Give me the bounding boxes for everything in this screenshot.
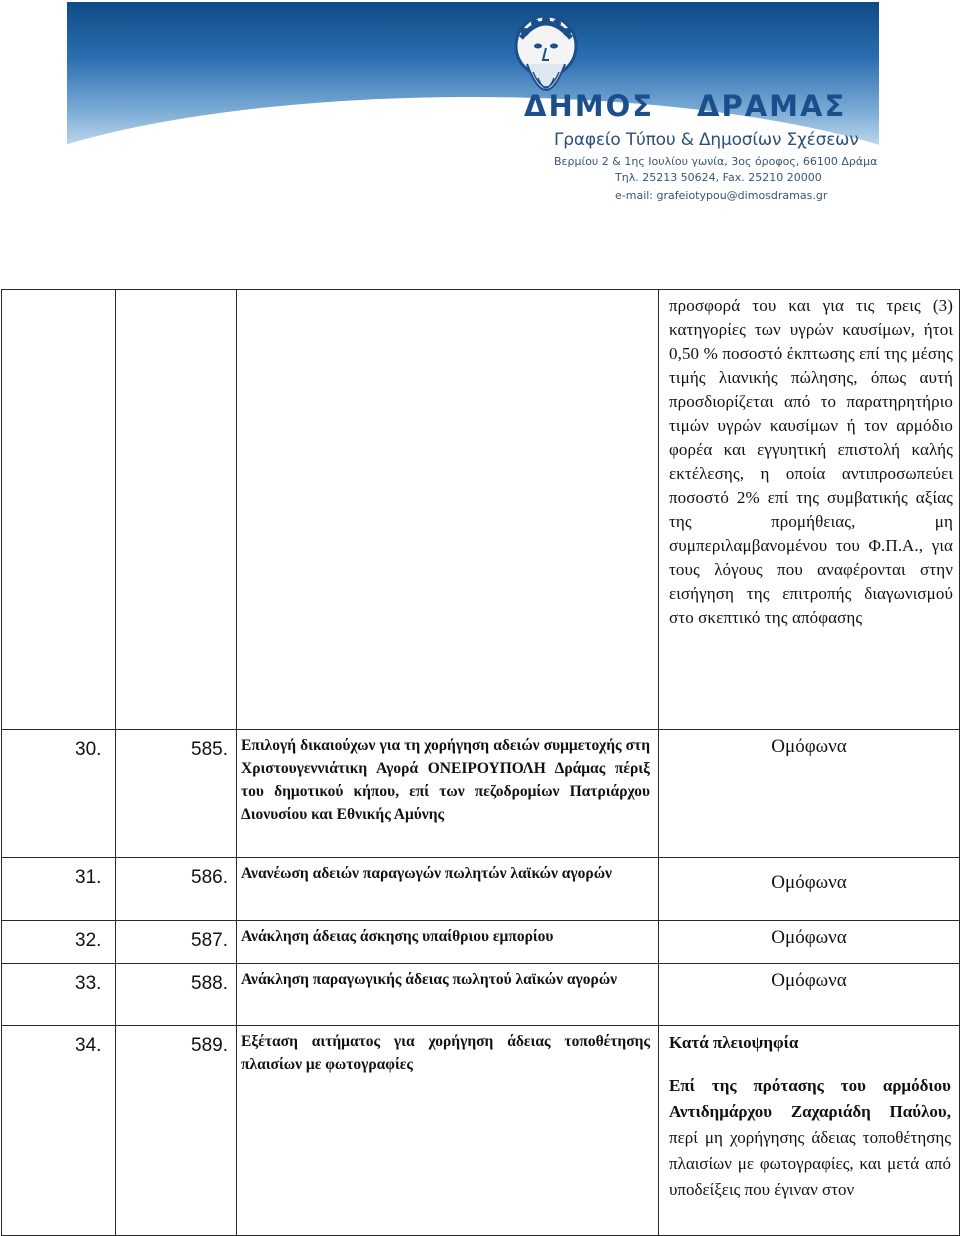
result-detail-bold: Επί της πρότασης του αρμόδιου Αντιδημάρχου Ζαχαριάδη Παύλου, xyxy=(669,1076,951,1121)
subject-cell xyxy=(237,290,659,730)
row-index: 30. xyxy=(2,730,116,858)
row-result: Ομόφωνα xyxy=(659,964,960,1026)
office-address: Βερμίου 2 & 1ης Ιουλίου γωνία, 3ος όροφος, 66100 Δράμα xyxy=(554,155,878,168)
office-email: e-mail: grafeiotypou@dimosdramas.gr xyxy=(615,189,828,202)
brand-name-left: ΔΗΜΟΣ xyxy=(524,89,655,123)
office-name: Γραφείο Τύπου & Δημοσίων Σχέσεων xyxy=(554,130,859,150)
row-subject: Ανάκληση άδειας άσκησης υπαίθριου εμπορίου xyxy=(237,921,659,964)
result-detail xyxy=(669,1073,951,1203)
brand-name-right: ΔΡΑΜΑΣ xyxy=(697,89,847,123)
row-subject: Ανανέωση αδειών παραγωγών πωλητών λαϊκών αγορών xyxy=(237,858,659,921)
table-row xyxy=(2,858,960,921)
result-detail-text: περί μη χορήγησης άδειας τοποθέτησης πλαισίων με φωτογραφίες, και μετά από υποδείξεις που έγιναν στον xyxy=(669,1128,951,1199)
decision-number: 585. xyxy=(116,730,237,858)
row-index: 32. xyxy=(2,921,116,964)
continued-result-text: προσφορά του και για τις τρεις (3) κατηγορίες των υγρών καυσίμων, ήτοι 0,50 % ποσοστό έκπτωσης επί της μέσης τιμής λιανικής πώλησης, όπως αυτή προσδιορίζεται από το παρατηρητήριο τιμών υγρών καυσίμων ή τον αρμόδιο φορέα και εγγυητική επιστολή καλής εκτέλεσης, η οποία αντιπροσωπεύει ποσοστό 2% επί της συμβατικής αξίας της προμήθειας, μη συμπεριλαμβανομένου του Φ.Π.Α., για τους λόγους που αναφέρονται στην εισήγηση της επιτροπής διαγωνισμού στο σκεπτικό της απόφασης xyxy=(659,290,960,730)
result-majority-label: Κατά πλειοψηφία xyxy=(669,1033,799,1052)
row-subject: Επιλογή δικαιούχων για τη χορήγηση αδειών συμμετοχής στη Χριστουγεννιάτικη Αγορά ΟΝΕΙΡΟΥΠΟΛΗ Δράμας πέριξ του δημοτικού κήπου, επί των πεζοδρομίων Πατριάρχου Διονυσίου και Εθνικής Αμύνης xyxy=(237,730,659,858)
decisions-table xyxy=(1,289,960,1236)
row-subject: Ανάκληση παραγωγικής άδειας πωλητού λαϊκών αγορών xyxy=(237,964,659,1026)
row-result: Ομόφωνα xyxy=(659,730,960,858)
decision-number: 589. xyxy=(116,1026,237,1236)
table-row xyxy=(2,1026,960,1236)
row-subject: Εξέταση αιτήματος για χορήγηση άδειας τοποθέτησης πλαισίων με φωτογραφίες xyxy=(237,1026,659,1236)
decision-number: 587. xyxy=(116,921,237,964)
letterhead-banner xyxy=(67,2,879,216)
table-row xyxy=(2,921,960,964)
table-row-continued xyxy=(2,290,960,730)
decision-number: 588. xyxy=(116,964,237,1026)
decision-cell xyxy=(116,290,237,730)
office-phones: Τηλ. 25213 50624, Fax. 25210 20000 xyxy=(615,171,822,184)
row-result: Ομόφωνα xyxy=(659,921,960,964)
row-result xyxy=(659,1026,960,1236)
row-index: 31. xyxy=(2,858,116,921)
index-cell xyxy=(2,290,116,730)
row-index: 33. xyxy=(2,964,116,1026)
row-result: Ομόφωνα xyxy=(659,858,960,921)
decision-number: 586. xyxy=(116,858,237,921)
row-index: 34. xyxy=(2,1026,116,1236)
table-row xyxy=(2,964,960,1026)
table-row xyxy=(2,730,960,858)
